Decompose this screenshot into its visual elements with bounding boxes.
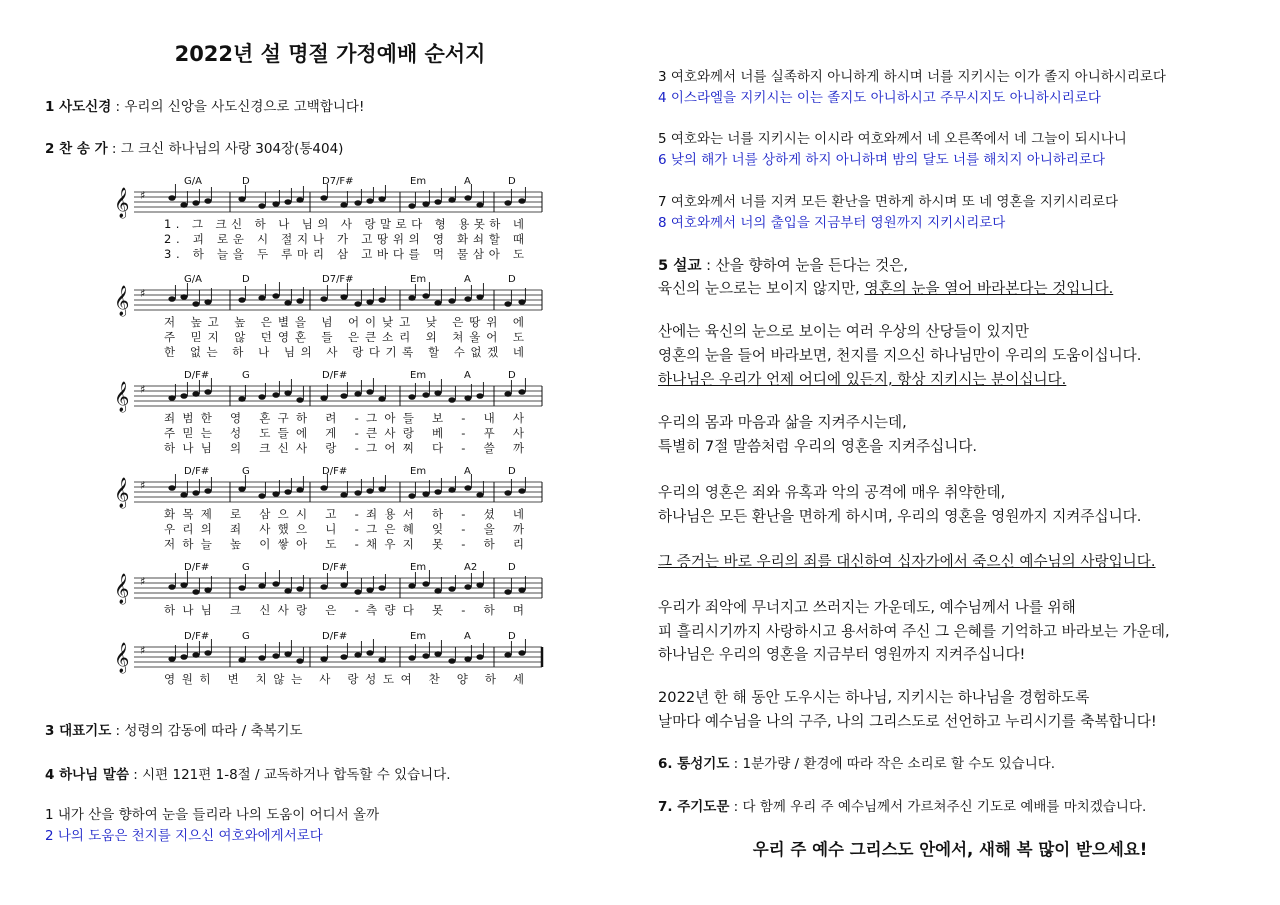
chord-symbol: G: [242, 631, 250, 642]
sermon-line-12: 피 흘리시기까지 사랑하시고 용서하여 주신 그 은혜를 기억하고 바라보는 가운데,: [658, 623, 1170, 640]
note-head: [192, 200, 199, 206]
note-head: [448, 658, 455, 664]
key-sharp-icon: ♯: [140, 479, 146, 492]
section-label: 5 설교: [658, 257, 702, 274]
section-scripture: [45, 763, 451, 783]
sermon-line-7: 특별히 7절 말씀처럼 우리의 영혼을 지켜주십니다.: [658, 438, 978, 455]
section-text: : 시편 121편 1-8절 / 교독하거나 합독할 수 있습니다.: [129, 767, 451, 783]
note-head: [296, 586, 303, 592]
chord-symbol: D: [242, 274, 250, 285]
note-head: [504, 200, 511, 206]
treble-clef-icon: 𝄞: [114, 643, 130, 673]
hymn-lyric-line: 2. 괴 로운 시 절지나 가 고땅위의 영 화쇠할 때: [164, 232, 525, 246]
note-head: [378, 585, 385, 591]
note-head: [284, 300, 291, 306]
chord-symbol: A: [464, 631, 471, 642]
note-head: [180, 393, 187, 399]
chord-symbol: G/A: [184, 274, 202, 285]
chord-symbol: Em: [410, 176, 427, 187]
note-head: [238, 486, 245, 492]
note-head: [238, 297, 245, 303]
note-head: [272, 491, 279, 497]
verse-6: 6 낮의 해가 너를 상하게 하지 아니하며 밤의 달도 너를 해치지 아니하리로다: [658, 152, 1106, 168]
note-head: [464, 485, 471, 491]
verse-5: 5 여호와는 너를 지키시는 이시라 여호와께서 네 오른쪽에서 네 그늘이 되시나니: [658, 131, 1127, 147]
note-head: [192, 391, 199, 397]
note-head: [284, 651, 291, 657]
hymn-lyric-line: 한 없는 하 나 님의 사 랑다기록 할 수없겠 네: [164, 345, 524, 359]
verse-2: 2 나의 도움은 천지를 지으신 여호와에게서로다: [45, 828, 323, 844]
chord-symbol: A: [464, 274, 471, 285]
sermon-line-4: 영혼의 눈을 들어 바라보면, 천지를 지으신 하나님만이 우리의 도움이십니다.: [658, 347, 1142, 364]
chord-symbol: G: [242, 562, 250, 573]
note-head: [422, 581, 429, 587]
key-sharp-icon: ♯: [140, 575, 146, 588]
chord-symbol: Em: [410, 631, 427, 642]
note-head: [258, 655, 265, 661]
chord-symbol: D: [508, 274, 516, 285]
note-head: [204, 299, 211, 305]
chord-symbol: D/F#: [184, 466, 210, 477]
verse-8: 8 여호와께서 너의 출입을 지금부터 영원까지 지키시리로다: [658, 215, 1006, 231]
section-label: 4 하나님 말씀: [45, 767, 129, 783]
chord-symbol: Em: [410, 562, 427, 573]
note-head: [518, 198, 525, 204]
chord-symbol: D: [508, 631, 516, 642]
section-apostles-creed: [45, 95, 364, 115]
note-head: [422, 491, 429, 497]
note-head: [320, 195, 327, 201]
note-head: [272, 653, 279, 659]
note-head: [378, 657, 385, 663]
treble-clef-icon: 𝄞: [114, 478, 130, 508]
note-head: [434, 588, 441, 594]
note-head: [340, 202, 347, 208]
section-text: : 성령의 감동에 따라 / 축복기도: [111, 723, 303, 739]
note-head: [180, 492, 187, 498]
note-head: [518, 389, 525, 395]
note-head: [434, 199, 441, 205]
note-head: [238, 196, 245, 202]
sermon-line-14: 2022년 한 해 동안 도우시는 하나님, 지키시는 하나님을 경험하도록: [658, 689, 1090, 706]
section-label: 6. 통성기도: [658, 756, 730, 772]
note-head: [366, 299, 373, 305]
note-head: [354, 652, 361, 658]
sermon-line-11: 우리가 죄악에 무너지고 쓰러지는 가운데도, 예수님께서 나를 위해: [658, 599, 1076, 616]
verse-3: 3 여호와께서 너를 실족하지 아니하게 하시며 너를 지키시는 이가 졸지 아니하시리로다: [658, 69, 1166, 85]
chord-symbol: D: [508, 562, 516, 573]
chord-symbol: A2: [464, 562, 478, 573]
page-title: 2022년 설 명절 가정예배 순서지: [174, 42, 486, 66]
chord-symbol: D: [508, 370, 516, 381]
note-head: [340, 582, 347, 588]
note-head: [448, 586, 455, 592]
note-head: [296, 397, 303, 403]
note-head: [378, 196, 385, 202]
note-head: [504, 490, 511, 496]
note-head: [448, 197, 455, 203]
note-head: [366, 198, 373, 204]
treble-clef-icon: 𝄞: [114, 382, 130, 412]
section-label: 7. 주기도문: [658, 799, 730, 815]
note-head: [378, 486, 385, 492]
chord-symbol: D/F#: [322, 466, 348, 477]
chord-symbol: A: [464, 370, 471, 381]
note-head: [168, 485, 175, 491]
key-sharp-icon: ♯: [140, 287, 146, 300]
sermon-line-8: 우리의 영혼은 죄와 유혹과 악의 공격에 매우 취약한데,: [658, 484, 1006, 501]
note-head: [272, 392, 279, 398]
note-head: [422, 293, 429, 299]
key-sharp-icon: ♯: [140, 189, 146, 202]
note-head: [168, 656, 175, 662]
note-head: [272, 293, 279, 299]
note-head: [258, 394, 265, 400]
hymn-lyric-line: 1. 그 크신 하 나 님의 사 랑말로다 형 용못하 네: [164, 217, 524, 231]
hymn-lyric-line: 하나님 의 크신사 랑 -그어찌 다 - 쓸 까: [164, 441, 524, 455]
note-head: [408, 583, 415, 589]
chord-symbol: D/F#: [322, 370, 348, 381]
note-head: [408, 394, 415, 400]
hymn-lyric-line: 영원히 변 치않는 사 랑성도여 찬 양 하 세: [164, 672, 524, 686]
hymn-lyric-line: 하나님 크 신사랑 은 -측량다 못 - 하 며: [164, 603, 524, 617]
section-label: 1 사도신경: [45, 99, 112, 115]
hymn-lyric-line: 우리의 죄 사했으 니 -그은혜 잊 - 을 까: [164, 522, 524, 536]
note-head: [320, 395, 327, 401]
note-head: [476, 582, 483, 588]
hymn-sheet-music: [112, 172, 552, 697]
note-head: [180, 582, 187, 588]
verse-1: 1 내가 산을 향하여 눈을 들리라 나의 도움이 어디서 올까: [45, 807, 380, 823]
note-head: [408, 203, 415, 209]
chord-symbol: G/A: [184, 176, 202, 187]
note-head: [408, 493, 415, 499]
note-head: [320, 296, 327, 302]
sermon-line-9: 하나님은 모든 환난을 면하게 하시며, 우리의 영혼을 영원까지 지켜주십니다.: [658, 508, 1142, 525]
note-head: [354, 301, 361, 307]
sermon-text: 육신의 눈으로는 보이지 않지만,: [658, 280, 865, 297]
note-head: [354, 490, 361, 496]
note-head: [238, 396, 245, 402]
note-head: [204, 650, 211, 656]
note-head: [340, 393, 347, 399]
note-head: [518, 650, 525, 656]
note-head: [476, 654, 483, 660]
section-text: : 1분가량 / 환경에 따라 작은 소리로 할 수도 있습니다.: [729, 756, 1056, 772]
note-head: [340, 654, 347, 660]
hymn-lyric-line: 죄범한 영 혼구하 려 -그아들 보 - 내 사: [164, 411, 524, 425]
note-head: [464, 296, 471, 302]
note-head: [378, 297, 385, 303]
note-head: [518, 488, 525, 494]
note-head: [504, 391, 511, 397]
hymn-lyric-line: 저하늘 높 이쌓아 도 -채우지 못 - 하 리: [164, 537, 524, 551]
chord-symbol: D: [508, 176, 516, 187]
note-head: [296, 197, 303, 203]
sermon-line-10: 그 증거는 바로 우리의 죄를 대신하여 십자가에서 죽으신 예수님의 사랑입니다.: [658, 553, 1156, 570]
note-head: [434, 390, 441, 396]
note-head: [168, 195, 175, 201]
hymn-lyric-line: 3. 하 늘을 두 루마리 삼 고바다를 먹 물삼아 도: [164, 247, 525, 261]
note-head: [296, 487, 303, 493]
note-head: [284, 390, 291, 396]
note-head: [434, 489, 441, 495]
sermon-text: : 산을 향하여 눈을 든다는 것은,: [701, 257, 908, 274]
section-label: 3 대표기도: [45, 723, 112, 739]
chord-symbol: A: [464, 466, 471, 477]
note-head: [238, 585, 245, 591]
chord-symbol: Em: [410, 466, 427, 477]
note-head: [518, 587, 525, 593]
treble-clef-icon: 𝄞: [114, 286, 130, 316]
note-head: [340, 492, 347, 498]
note-head: [476, 393, 483, 399]
hymn-lyric-line: 저 높고 높 은별을 넘 어이낮고 낮 은땅위 에: [164, 315, 524, 329]
chord-symbol: Em: [410, 370, 427, 381]
note-head: [378, 396, 385, 402]
chord-symbol: D: [508, 466, 516, 477]
note-head: [408, 655, 415, 661]
note-head: [366, 389, 373, 395]
note-head: [204, 198, 211, 204]
note-head: [476, 294, 483, 300]
chord-symbol: G: [242, 370, 250, 381]
note-head: [504, 301, 511, 307]
note-head: [434, 651, 441, 657]
section-tongsung-prayer: [658, 752, 1055, 772]
note-head: [258, 493, 265, 499]
sermon-line-1: [658, 254, 908, 275]
note-head: [258, 295, 265, 301]
chord-symbol: A: [464, 176, 471, 187]
chord-symbol: D7/F#: [322, 176, 354, 187]
note-head: [284, 489, 291, 495]
section-text: : 우리의 신앙을 사도신경으로 고백합니다!: [111, 99, 365, 115]
note-head: [476, 492, 483, 498]
note-head: [504, 652, 511, 658]
key-sharp-icon: ♯: [140, 383, 146, 396]
note-head: [320, 656, 327, 662]
note-head: [354, 589, 361, 595]
chord-symbol: D: [242, 176, 250, 187]
note-head: [192, 652, 199, 658]
note-head: [272, 581, 279, 587]
note-head: [464, 195, 471, 201]
note-head: [354, 200, 361, 206]
section-hymn: [45, 137, 343, 157]
closing-blessing: 우리 주 예수 그리스도 안에서, 새해 복 많이 받으세요!: [752, 840, 1148, 859]
sermon-text-underlined: 영혼의 눈을 열어 바라본다는 것입니다.: [864, 280, 1114, 297]
chord-symbol: D/F#: [322, 562, 348, 573]
note-head: [192, 301, 199, 307]
note-head: [504, 589, 511, 595]
hymn-lyric-line: 주 믿지 않 던영혼 들 은큰소리 외 쳐울어 도: [164, 330, 524, 344]
note-head: [366, 488, 373, 494]
chord-symbol: D/F#: [184, 631, 210, 642]
note-head: [180, 202, 187, 208]
sermon-line-13: 하나님은 우리의 영혼을 지금부터 영원까지 지켜주십니다!: [658, 646, 1026, 663]
note-head: [320, 485, 327, 491]
chord-symbol: Em: [410, 274, 427, 285]
section-lords-prayer: [658, 795, 1146, 815]
note-head: [258, 203, 265, 209]
chord-symbol: G: [242, 466, 250, 477]
note-head: [464, 395, 471, 401]
note-head: [296, 298, 303, 304]
note-head: [238, 657, 245, 663]
key-sharp-icon: ♯: [140, 644, 146, 657]
note-head: [340, 294, 347, 300]
note-head: [434, 300, 441, 306]
sermon-line-2: [658, 277, 1113, 298]
note-head: [180, 294, 187, 300]
note-head: [168, 584, 175, 590]
section-label: 2 찬 송 가: [45, 141, 108, 157]
chord-symbol: D/F#: [322, 631, 348, 642]
note-head: [476, 202, 483, 208]
note-head: [422, 392, 429, 398]
hymn-lyric-line: 주믿는 성 도들에 게 -큰사랑 베 - 푸 사: [164, 426, 524, 440]
verse-7: 7 여호와께서 너를 지켜 모든 환난을 면하게 하시며 또 네 영혼을 지키시리로다: [658, 194, 1119, 210]
note-head: [354, 391, 361, 397]
note-head: [422, 653, 429, 659]
note-head: [168, 296, 175, 302]
chord-symbol: D7/F#: [322, 274, 354, 285]
note-head: [272, 201, 279, 207]
note-head: [448, 487, 455, 493]
note-head: [258, 583, 265, 589]
note-head: [168, 395, 175, 401]
verse-4: 4 이스라엘을 지키시는 이는 졸지도 아니하시고 주무시지도 아니하시리로다: [658, 90, 1101, 106]
sermon-line-15: 날마다 예수님을 나의 구주, 나의 그리스도로 선언하고 누리시기를 축복합니다!: [658, 713, 1157, 730]
section-text: : 다 함께 우리 주 예수님께서 가르쳐주신 기도로 예배를 마치겠습니다.: [729, 799, 1147, 815]
chord-symbol: D/F#: [184, 370, 210, 381]
note-head: [204, 389, 211, 395]
section-prayer: [45, 719, 303, 739]
sermon-line-6: 우리의 몸과 마음과 삶을 지켜주시는데,: [658, 414, 907, 431]
note-head: [284, 588, 291, 594]
note-head: [422, 201, 429, 207]
note-head: [192, 589, 199, 595]
note-head: [448, 397, 455, 403]
sermon-line-3: 산에는 육신의 눈으로 보이는 여러 우상의 산당들이 있지만: [658, 323, 1029, 340]
note-head: [320, 584, 327, 590]
sermon-line-5: 하나님은 우리가 언제 어디에 있든지, 항상 지키시는 분이십니다.: [658, 371, 1067, 388]
note-head: [448, 298, 455, 304]
note-head: [408, 295, 415, 301]
note-head: [366, 650, 373, 656]
note-head: [296, 658, 303, 664]
note-head: [366, 587, 373, 593]
treble-clef-icon: 𝄞: [114, 188, 130, 218]
section-text: : 그 크신 하나님의 사랑 304장(통404): [107, 141, 344, 157]
note-head: [464, 656, 471, 662]
note-head: [518, 299, 525, 305]
treble-clef-icon: 𝄞: [114, 574, 130, 604]
note-head: [204, 488, 211, 494]
note-head: [192, 490, 199, 496]
note-head: [180, 654, 187, 660]
note-head: [284, 199, 291, 205]
chord-symbol: D/F#: [184, 562, 210, 573]
hymn-lyric-line: 화목제 로 삼으시 고 -죄용서 하 - 셨 네: [164, 507, 524, 521]
note-head: [464, 584, 471, 590]
note-head: [204, 587, 211, 593]
